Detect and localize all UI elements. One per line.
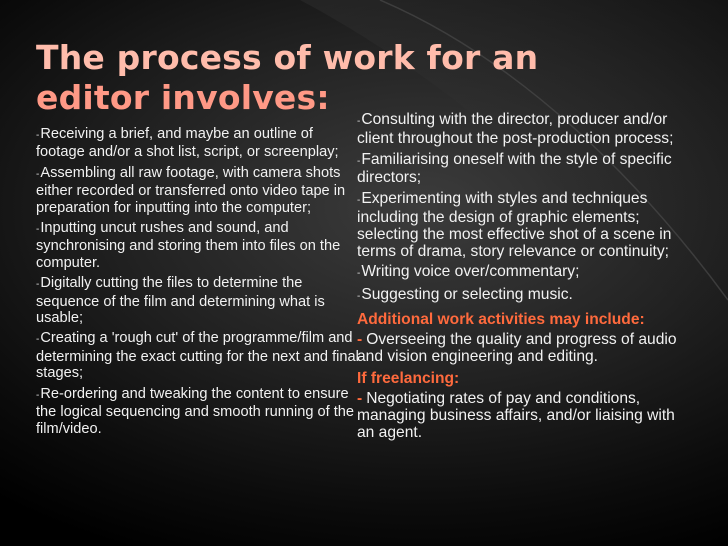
list-item	[357, 287, 677, 306]
bullet-dash: -	[36, 130, 40, 141]
item-text: Experimenting with styles and techniques including the design of graphic elements;	[357, 190, 648, 226]
list-item	[357, 332, 677, 366]
item-text: Writing voice over/commentary;	[361, 263, 580, 281]
list-item	[357, 191, 677, 227]
item-text: Receiving a brief, and maybe an outline of footage and/or a shot list, script, or screenplay;	[36, 126, 339, 161]
item-text: Overseeing the quality and progress of audio and vision engineering and editing.	[357, 330, 677, 365]
right-column	[357, 112, 677, 446]
list-item	[36, 126, 362, 161]
bullet-dash: -	[36, 224, 40, 236]
bullet-dash: -	[36, 389, 40, 401]
additional-activities-heading: Additional work activities may include:	[357, 310, 645, 328]
plain-paragraph: selecting the most effective shot of a scene in terms of drama, story relevance or continuity;	[357, 225, 672, 260]
bullet-dash: -	[357, 155, 361, 167]
list-item	[36, 220, 362, 271]
accent-dash: -	[357, 390, 363, 408]
item-text: Creating a 'rough cut' of the programme/film and determining the exact cutting for the next and final stages;	[36, 330, 359, 382]
list-item	[36, 275, 362, 326]
accent-dash: -	[357, 330, 363, 348]
list-item	[36, 330, 362, 381]
bullet-dash: -	[357, 291, 361, 303]
list-item	[357, 112, 677, 148]
item-text: Suggesting or selecting music.	[361, 286, 573, 304]
item-text: Consulting with the director, producer and/or client throughout the post-production process;	[357, 111, 674, 147]
item-text: Negotiating rates of pay and conditions, managing business affairs, and/or liaising with an agent.	[357, 390, 675, 441]
left-column	[36, 126, 362, 441]
slide-title	[36, 38, 596, 118]
bullet-dash: -	[357, 268, 361, 280]
freelancing-heading: If freelancing:	[357, 370, 460, 388]
bullet-dash: -	[357, 116, 361, 127]
list-item	[357, 152, 677, 188]
list-item	[36, 386, 362, 437]
item-text: Inputting uncut rushes and sound, and synchronising and storing them into files on the computer.	[36, 220, 341, 271]
item-text: Digitally cutting the files to determine the sequence of the film and determining what is usable;	[36, 275, 325, 327]
list-item	[357, 264, 677, 283]
item-text: Assembling all raw footage, with camera shots either recorded or transferred onto video tape in preparation for inputting into the computer;	[36, 164, 346, 216]
list-item	[36, 165, 362, 216]
bullet-dash: -	[36, 168, 40, 180]
item-text: Re-ordering and tweaking the content to ensure the logical sequencing and smooth running of the film/video.	[36, 385, 355, 437]
bullet-dash: -	[357, 195, 361, 207]
item-text: Familiarising oneself with the style of specific directors;	[357, 150, 672, 187]
bullet-dash: -	[36, 334, 40, 346]
list-item	[357, 391, 677, 441]
bullet-dash: -	[36, 279, 40, 291]
title-line: editor involves:	[36, 78, 330, 117]
title-line: The process of work for an	[36, 38, 539, 77]
